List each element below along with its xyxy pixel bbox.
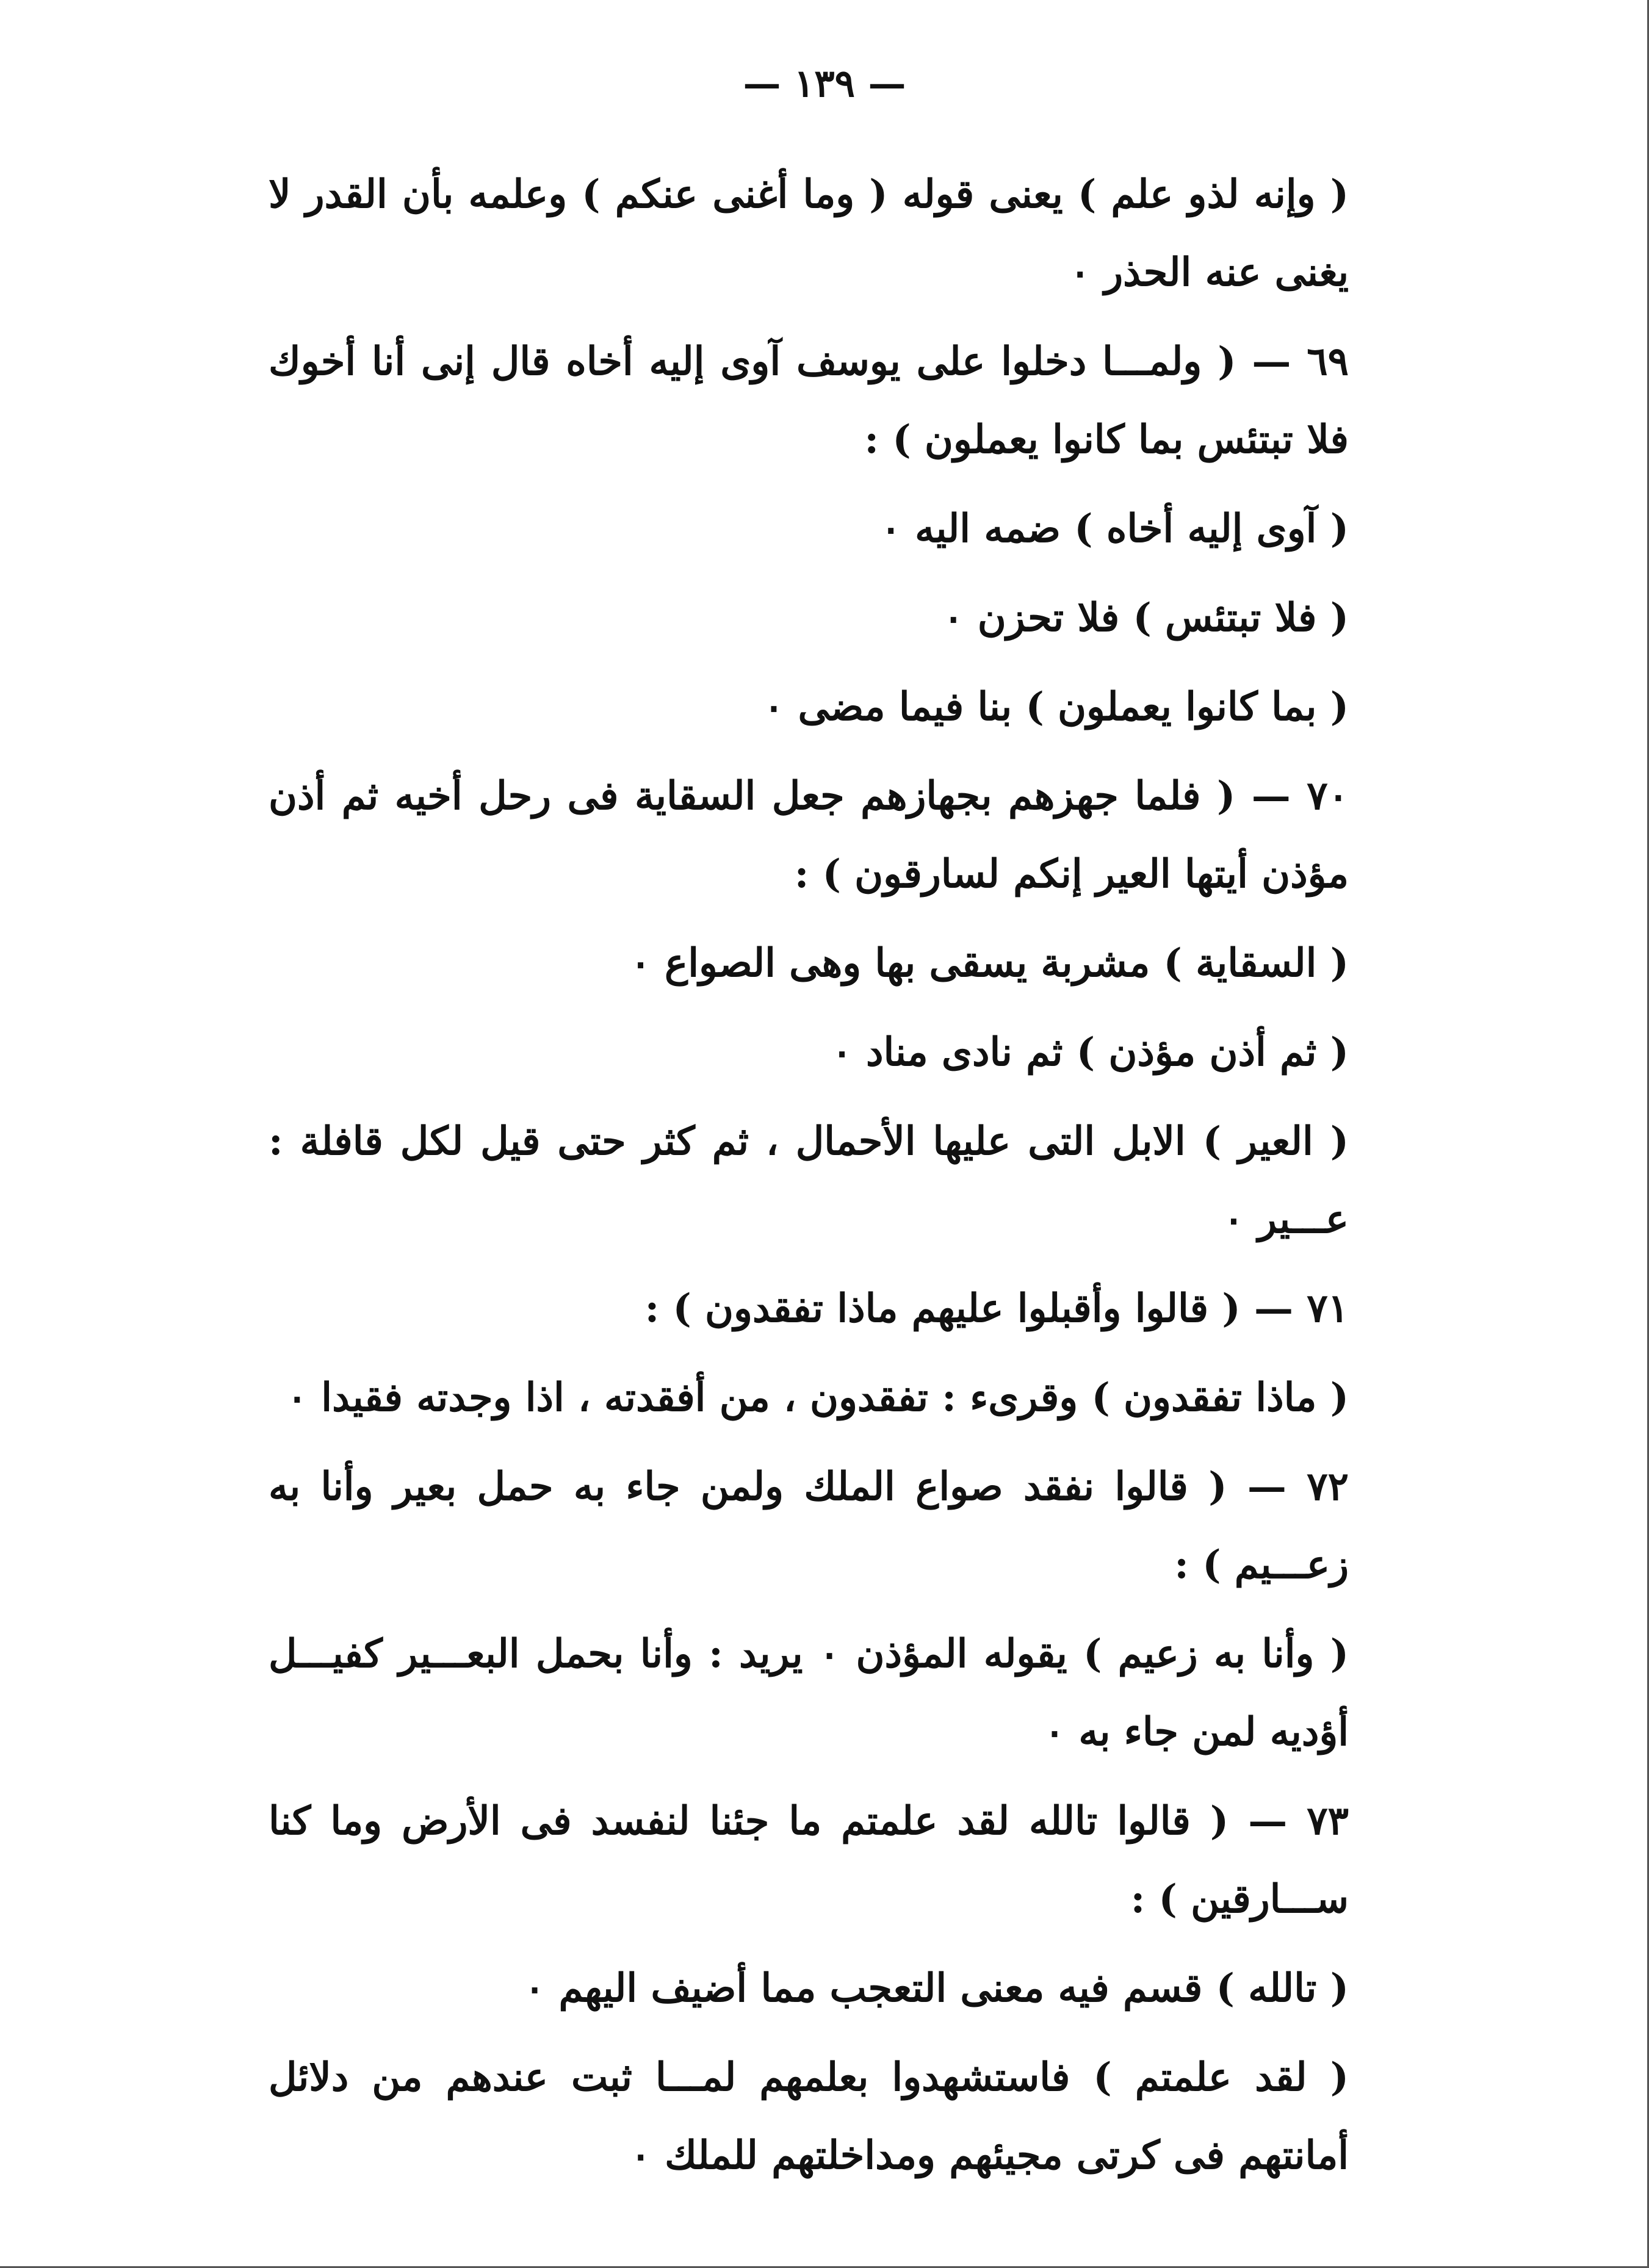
paragraph-gloss: ( بما كانوا يعملون ) بنا فيما مضى ٠ — [763, 684, 1349, 730]
paragraph-verse-73: ٧٣ — ( قالوا تالله لقد علمتم ما جئنا لنفسد فى الأرض وما كنا ســـارقين ) : — [269, 1798, 1349, 1922]
paragraph-gloss: ( لقد علمتم ) فاستشهدوا بعلمهم لمـــا ثبت عندهم من دلائل أمانتهم فى كرتى مجيئهم ومداخلتهم للملك ٠ — [269, 2054, 1349, 2178]
paragraph-gloss: ( العير ) الابل التى عليها الأحمال ، ثم كثر حتى قيل لكل قافلة : عـــير ٠ — [269, 1118, 1349, 1242]
paragraph-gloss: ( فلا تبتئس ) فلا تحزن ٠ — [943, 595, 1349, 641]
paragraph-verse-69: ٦٩ — ( ولمـــا دخلوا على يوسف آوى إليه أخاه قال إنى أنا أخوك فلا تبتئس بما كانوا يعملون ) : — [269, 339, 1349, 463]
commentary-text — [269, 156, 1428, 2206]
paragraph-gloss: ( وأنا به زعيم ) يقوله المؤذن ٠ يريد : وأنا بحمل البعـــير كفيـــل أؤديه لمن جاء به ٠ — [269, 1631, 1349, 1755]
paragraph-gloss: ( ماذا تفقدون ) وقرىء : تفقدون ، من أفقدته ، اذا وجدته فقيدا ٠ — [286, 1375, 1349, 1420]
page-number: — ١٣٩ — — [743, 61, 906, 106]
paragraph-verse-70: ٧٠ — ( فلما جهزهم بجهازهم جعل السقاية فى رحل أخيه ثم أذن مؤذن أيتها العير إنكم لسارقون ) : — [269, 773, 1349, 897]
paragraph-gloss: ( ثم أذن مؤذن ) ثم نادى مناد ٠ — [831, 1029, 1349, 1075]
paragraph-gloss: ( وإنه لذو علم ) يعنى قوله ( وما أغنى عنكم ) وعلمه بأن القدر لا يغنى عنه الحذر ٠ — [269, 171, 1349, 295]
paragraph-verse-72: ٧٢ — ( قالوا نفقد صواع الملك ولمن جاء به حمل بعير وأنا به زعـــيم ) : — [269, 1464, 1349, 1588]
paragraph-verse-71: ٧١ — ( قالوا وأقبلوا عليهم ماذا تفقدون ) : — [644, 1286, 1349, 1331]
paragraph-gloss: ( آوى إليه أخاه ) ضمه اليه ٠ — [880, 506, 1349, 552]
paragraph-gloss: ( تالله ) قسم فيه معنى التعجب مما أضيف اليهم ٠ — [524, 1965, 1349, 2011]
paragraph-gloss: ( السقاية ) مشربة يسقى بها وهى الصواع ٠ — [630, 940, 1349, 986]
